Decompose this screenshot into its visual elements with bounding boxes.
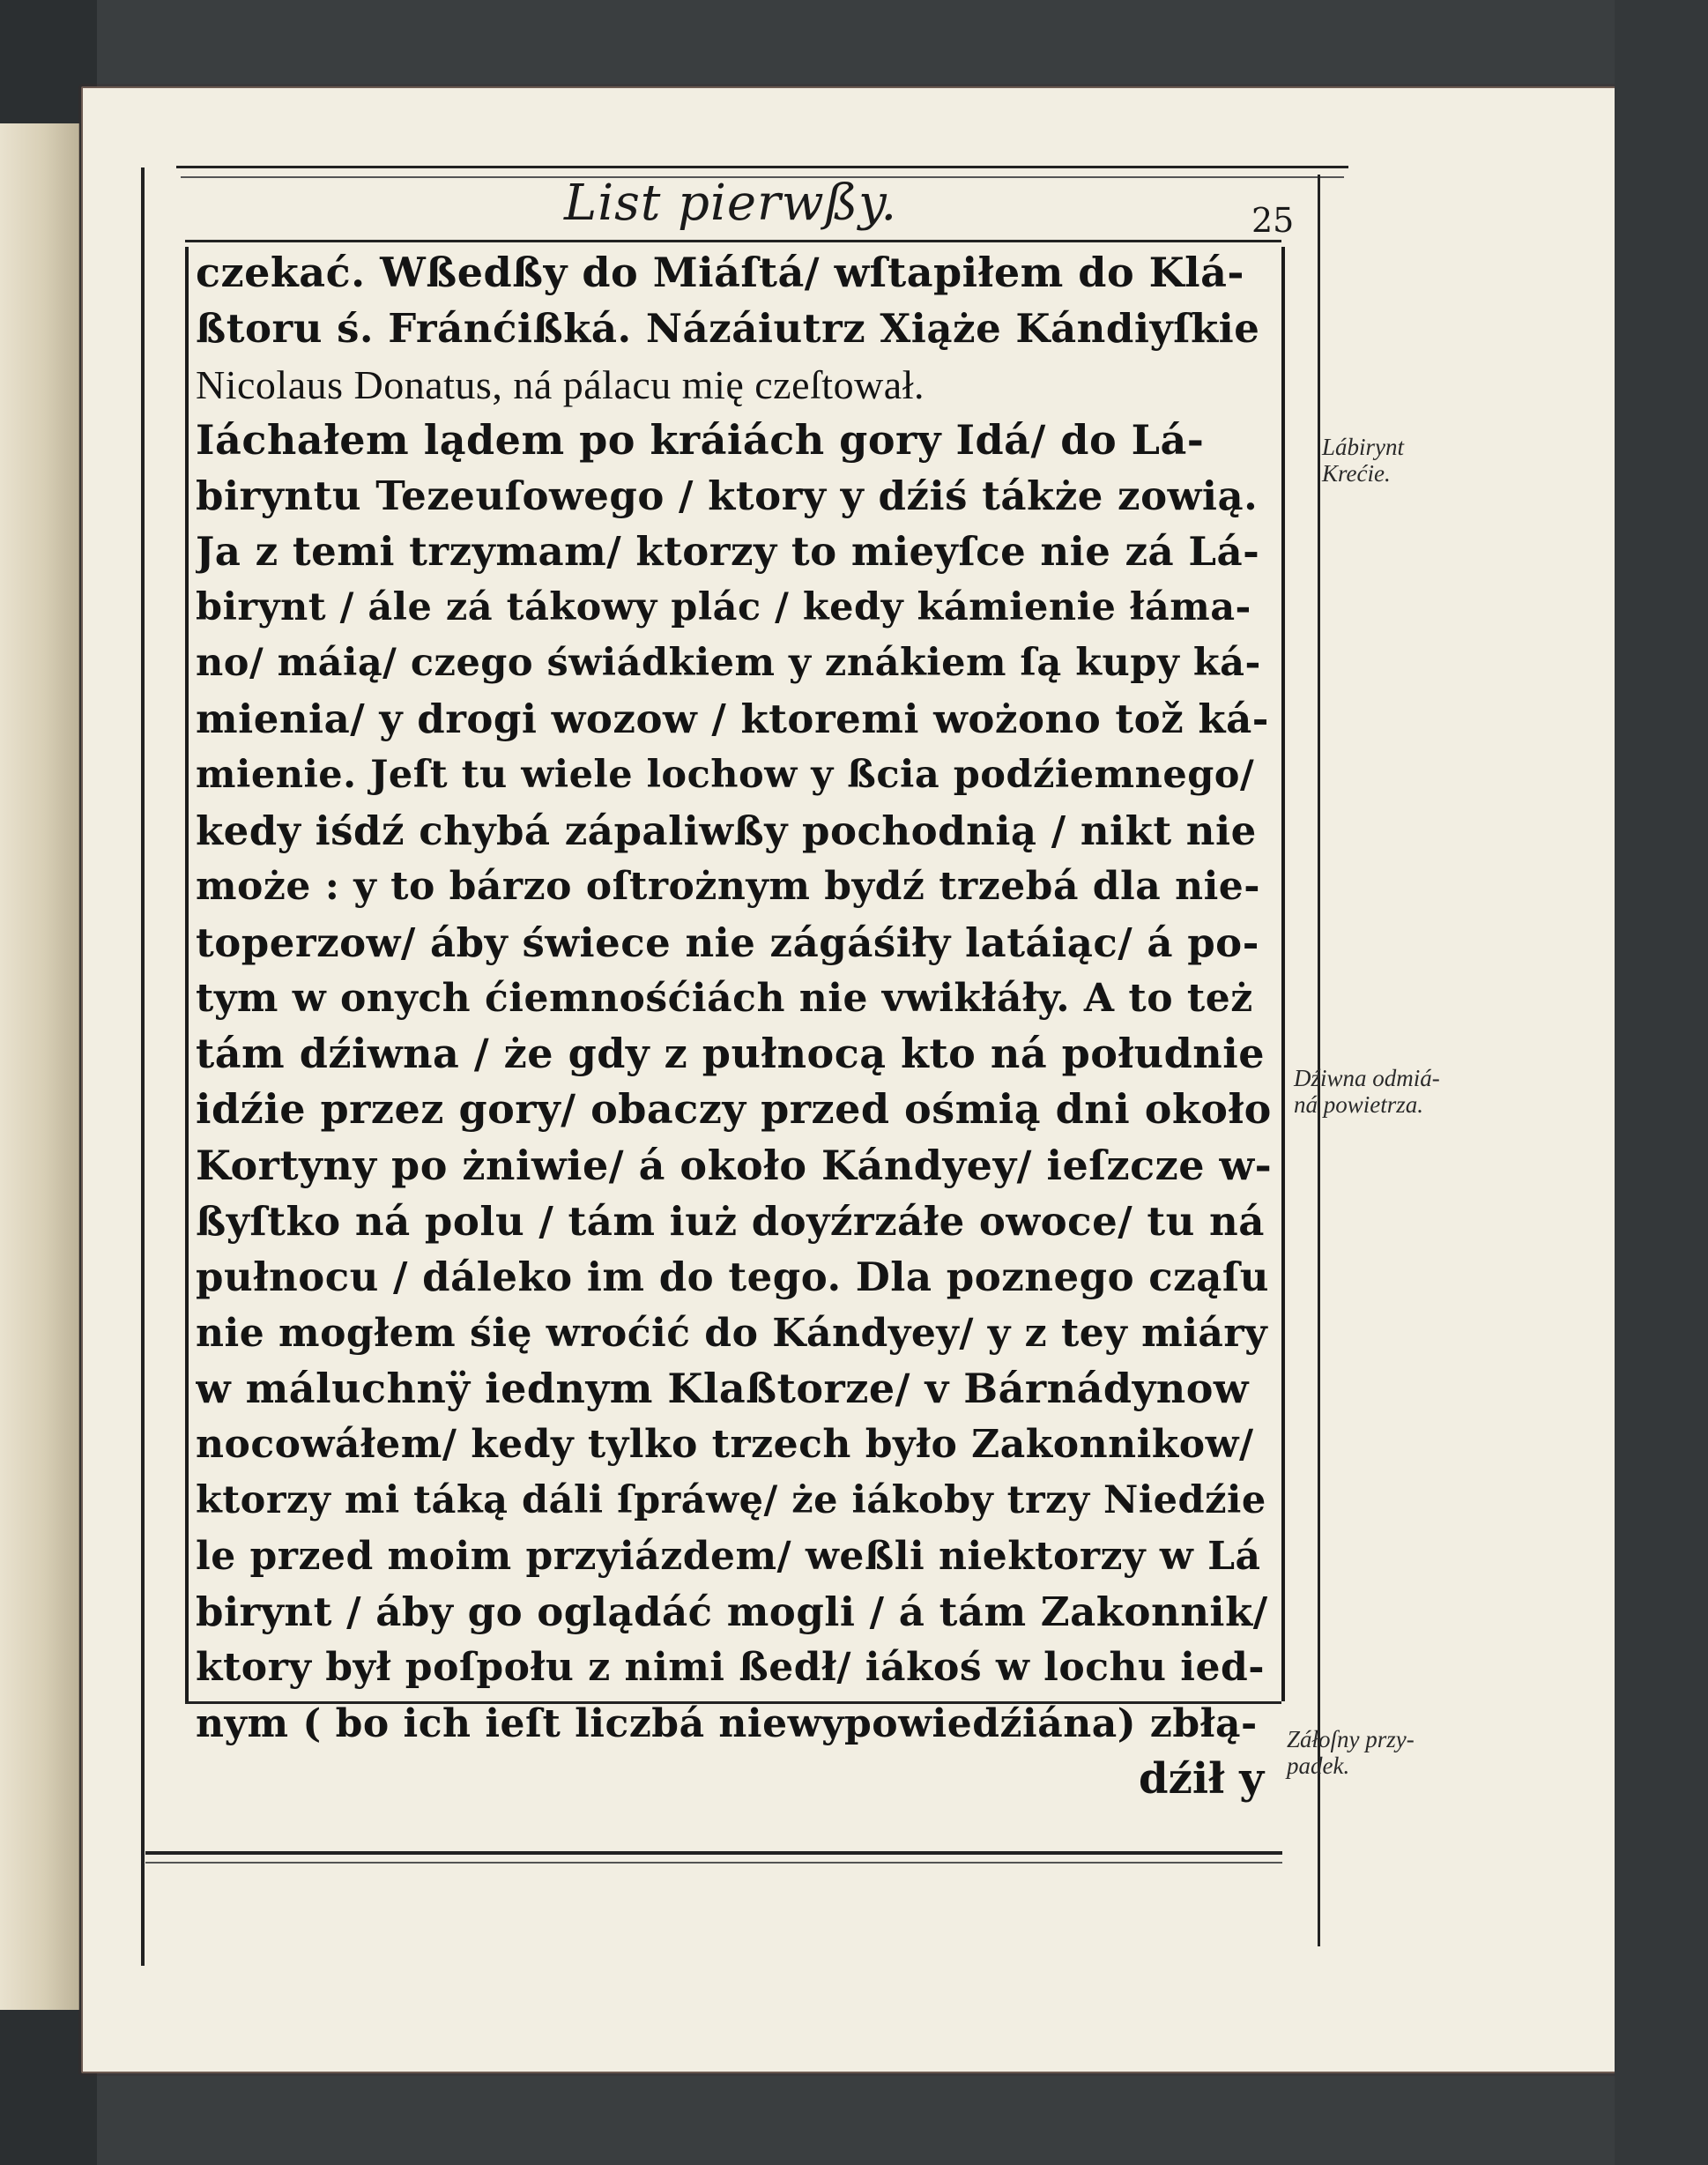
outer-left-rule xyxy=(141,167,145,1966)
marginal-note-line: Záłoſny przy- xyxy=(1287,1726,1415,1752)
text-line: mienia/ y drogi wozow / ktoremi wożono tož ká- xyxy=(196,696,1269,743)
bottom-rule xyxy=(145,1851,1282,1855)
text-line: no/ máią/ czego świádkiem y znákiem ſą kupy ká- xyxy=(196,641,1261,686)
page-number: 25 xyxy=(1251,201,1295,240)
text-line: idźie przez gory/ obaczy przed ośmią dni około xyxy=(196,1085,1272,1134)
marginal-note-line: padek. xyxy=(1287,1752,1350,1779)
text-line: birynt / ále zá tákowy plác / kedy kámienie łáma- xyxy=(196,584,1251,629)
text-line: ßtoru ś. Fránćißká. Názáiutrz Xiąże Kándiyſkie xyxy=(196,305,1260,353)
background-right xyxy=(1615,0,1708,2165)
text-line: tám dźiwna / że gdy z pułnocą kto ná południe xyxy=(196,1030,1265,1078)
text-line: Iáchałem lądem po kráiách gory Idá/ do Lá- xyxy=(196,415,1205,464)
body-text xyxy=(196,245,1273,1752)
text-line: ßyſtko ná polu / tám iuż doyźrzáłe owoce/ tu ná xyxy=(196,1198,1265,1246)
text-line: biryntu Tezeuſowego / ktory y dźiś tákże zowią. xyxy=(196,472,1259,520)
marginal-note xyxy=(1322,434,1404,487)
marginal-note-line: Lábirynt xyxy=(1322,434,1405,460)
text-line: tym w onych ćiemnośćiách nie vwikłáły. A to też xyxy=(196,975,1253,1021)
bottom-rule-inner xyxy=(145,1862,1282,1864)
marginal-note-line: Krećie. xyxy=(1322,460,1391,487)
text-line: le przed moim przyiázdem/ weßli niektorzy w Lá xyxy=(196,1533,1261,1579)
text-line: może : y to bárzo oſtrożnym bydź trzebá dla nie- xyxy=(196,864,1261,910)
marginal-note xyxy=(1287,1726,1415,1779)
text-line: Kortyny po żniwie/ á około Kándyey/ ieſzcze w- xyxy=(196,1141,1273,1189)
running-head: List pierwßy. xyxy=(564,175,898,232)
text-line: nocowáłem/ kedy tylko trzech było Zakonnikow/ xyxy=(196,1422,1254,1468)
text-line: Ja z temi trzymam/ ktorzy to mieyſce nie zá Lá- xyxy=(196,528,1260,576)
text-line: w máluchnÿ iednym Klaßtorze/ v Bárnádynow xyxy=(196,1364,1250,1412)
text-top-rule xyxy=(185,240,1281,242)
text-line: birynt / áby go oglądáć mogli / á tám Zakonnik/ xyxy=(196,1588,1268,1636)
text-line: czekać. Wßedßy do Miáſtá/ wſtapiłem do Klá- xyxy=(196,249,1245,296)
text-line: Nicolaus Donatus, ná pálacu mię czeſtował. xyxy=(196,361,925,407)
text-line: pułnocu / dáleko im do tego. Dla poznego cząſu xyxy=(196,1254,1269,1301)
text-line: mienie. Jeſt tu wiele lochow y ßcia podźiemnego/ xyxy=(196,752,1255,797)
top-rule xyxy=(176,166,1348,168)
text-line: ktorzy mi táką dáli ſpráwę/ że iákoby trzy Niedźie xyxy=(196,1477,1266,1522)
previous-page-edge xyxy=(0,123,79,2010)
margin-rule xyxy=(1318,175,1320,1946)
marginal-note-line: Dźiwna odmiá- xyxy=(1294,1065,1440,1091)
text-line: toperzow/ áby świece nie zágáśiły latáiąc/ á po- xyxy=(196,919,1259,966)
text-line: kedy iśdź chybá zápaliwßy pochodnią / nikt nie xyxy=(196,807,1257,854)
marginal-note xyxy=(1294,1065,1440,1118)
text-line: ktory był poſpołu z nimi ßedł/ iákoś w lochu ied- xyxy=(196,1645,1266,1691)
text-line: nie mogłem śię wroćić do Kándyey/ y z tey miáry xyxy=(196,1310,1268,1356)
marginal-note-line: ná powietrza. xyxy=(1294,1091,1424,1118)
text-line: nym ( bo ich ieſt liczbá niewypowiedźiána) zbłą- xyxy=(196,1700,1258,1746)
catchword: dźił y xyxy=(1139,1754,1265,1804)
